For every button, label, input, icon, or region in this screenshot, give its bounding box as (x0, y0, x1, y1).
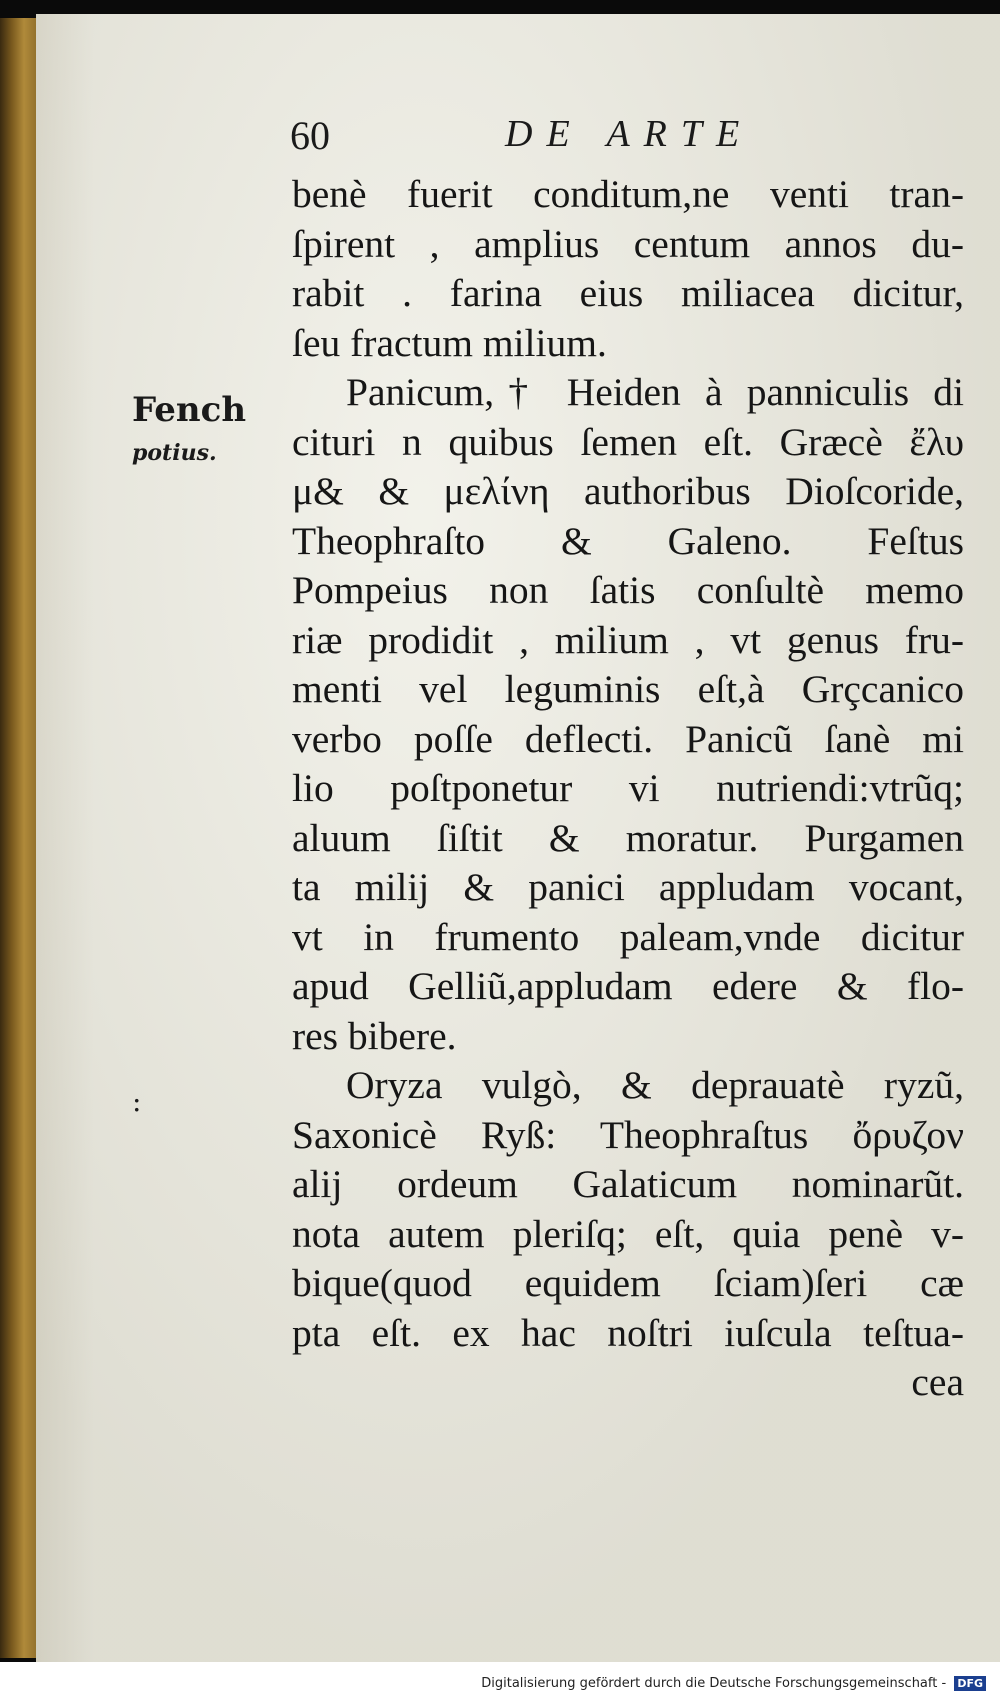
running-head: DE ARTE (505, 113, 754, 155)
digitization-credit (481, 1676, 986, 1691)
text-line: menti vel leguminis eſt,à Grçcanico (292, 667, 964, 711)
text-line: Pompeius non ſatis conſultè memo (292, 568, 964, 612)
text-line: pta eſt. ex hac noſtri iuſcula teſtua- (292, 1310, 964, 1355)
text-line: cituri n quibus ſemen eſt. Græcè ἔλυ (292, 419, 964, 464)
text-line: Theophraſto & Galeno. Feſtus (292, 518, 964, 563)
margin-note-mark: : (132, 1085, 142, 1118)
text-line: Panicum,† Heiden à panniculis di (346, 370, 964, 414)
text-line: μ& & μελίνη authoribus Dioſcoride, (292, 469, 964, 513)
text-line: alij ordeum Galaticum nominarũt. (292, 1162, 964, 1206)
text-line: nota autem pleriſq; eſt, quia penè v- (292, 1211, 964, 1256)
text-line: ſpirent , amplius centum annos du- (292, 221, 964, 266)
catchword: cea (911, 1360, 964, 1404)
text-line: Oryza vulgò, & deprauatè ryzũ, (346, 1063, 964, 1107)
text-line: vt in frumento paleam,vnde dicitur (292, 914, 964, 959)
dfg-logo: DFG (954, 1676, 986, 1691)
page-number: 60 (290, 113, 330, 158)
text-line: riæ prodidit , milium , vt genus fru- (292, 617, 964, 662)
text-line: bique(quod equidem ſciam)ſeri cæ (292, 1261, 964, 1305)
text-line: ſeu fractum milium. (292, 320, 607, 365)
text-line: res bibere. (292, 1013, 457, 1058)
text-line: aluum ſiſtit & moratur. Purgamen (292, 815, 964, 860)
text-line: verbo poſſe deflecti. Panicũ ſanè mi (292, 716, 964, 761)
text-line: ta milij & panici appludam vocant, (292, 865, 964, 909)
text-line: Saxonicè Ryß: Theophraſtus ὄρυζον (292, 1112, 964, 1157)
body-text (292, 170, 964, 1408)
text-line: apud Gelliũ,appludam edere & flo- (292, 964, 964, 1008)
margin-note-fench: Fench (132, 390, 247, 430)
page-header (290, 112, 910, 162)
text-line: lio poſtponetur vi nutriendi:vtrũq; (292, 766, 964, 810)
credit-text: Digitalisierung gefördert durch die Deutsche Forschungsgemeinschaft - (481, 1676, 947, 1691)
margin-note-potius: potius. (132, 440, 217, 466)
text-line: benè fuerit conditum,ne venti tran- (292, 172, 964, 216)
book-page-edge (0, 18, 40, 1658)
text-line: rabit . farina eius miliacea dicitur, (292, 271, 964, 315)
